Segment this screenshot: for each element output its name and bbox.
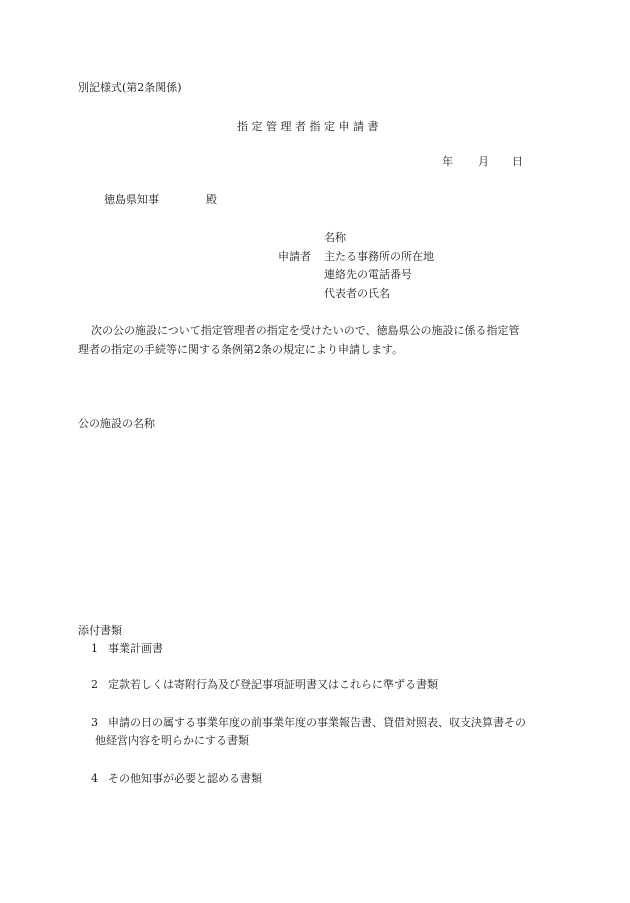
attachment-number: 1 — [91, 642, 98, 655]
attachment-text: 定款若しくは寄附行為及び登記事項証明書又はこれらに準ずる書類 — [108, 678, 438, 691]
date-day: 日 — [512, 155, 523, 168]
attachment-text: 申請の日の属する事業年度の前事業年度の事業報告書、貸借対照表、収支決算書その — [108, 716, 526, 729]
applicant-field-name: 名称 — [324, 231, 346, 244]
body-line-2: 理者の指定の手続等に関する条例第2条の規定により申請します。 — [78, 343, 404, 356]
attachment-number: 4 — [91, 772, 98, 785]
attachment-text: その他知事が必要と認める書類 — [108, 772, 262, 785]
applicant-field-office-address: 主たる事務所の所在地 — [324, 250, 434, 263]
form-reference: 別記様式(第2条関係) — [78, 81, 182, 94]
date-year: 年 — [442, 155, 453, 168]
attachment-number: 3 — [91, 716, 98, 729]
applicant-field-representative: 代表者の氏名 — [324, 287, 390, 300]
body-line-1: 次の公の施設について指定管理者の指定を受けたいので、徳島県公の施設に係る指定管 — [91, 324, 520, 337]
facility-name-label: 公の施設の名称 — [78, 417, 155, 430]
date-month: 月 — [478, 155, 489, 168]
document-title: 指定管理者指定申請書 — [237, 120, 382, 133]
applicant-label: 申請者 — [278, 250, 311, 263]
attachment-number: 2 — [91, 678, 98, 691]
addressee-honorific: 殿 — [206, 193, 217, 206]
attachment-text: 事業計画書 — [108, 642, 163, 655]
applicant-field-phone: 連絡先の電話番号 — [324, 268, 412, 281]
addressee-name: 徳島県知事 — [104, 193, 159, 206]
attachments-heading: 添付書類 — [78, 624, 122, 637]
attachment-text-continued: 他経営内容を明らかにする書類 — [95, 734, 249, 747]
